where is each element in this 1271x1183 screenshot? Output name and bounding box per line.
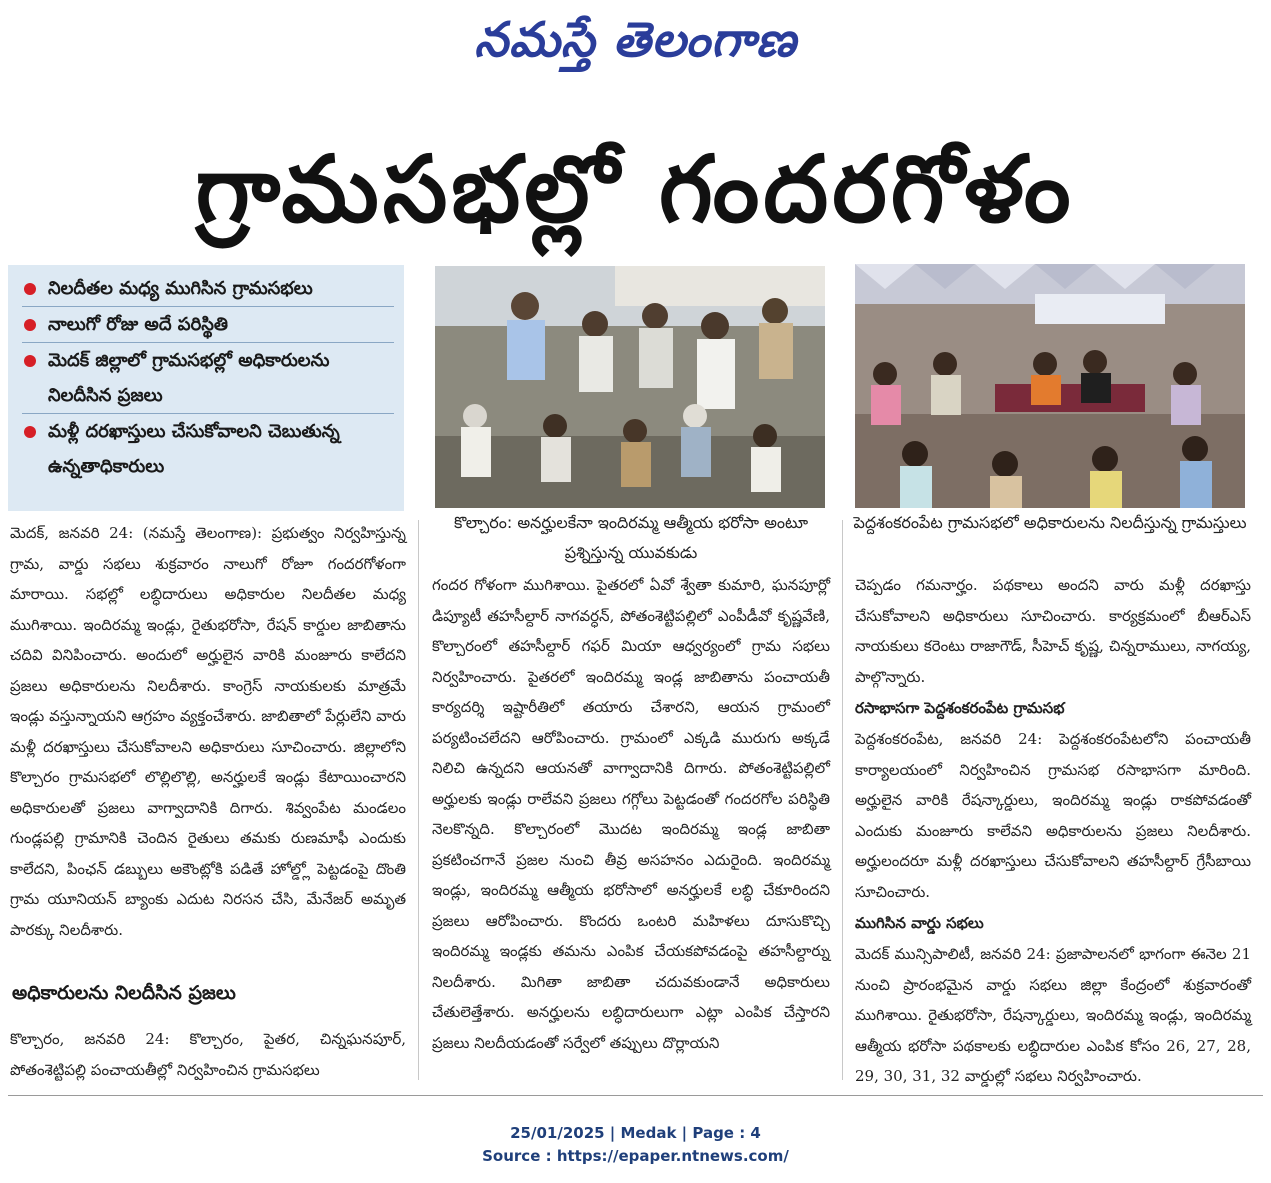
bottom-rule xyxy=(8,1095,1263,1096)
column-1 xyxy=(10,518,406,945)
photo2-caption: పెద్దశంకరంపేట గ్రామసభలో అధికారులను నిలదీస్తున్న గ్రామస్తులు xyxy=(853,513,1247,532)
column-divider xyxy=(842,520,843,1080)
photo-kolcharam xyxy=(435,266,825,508)
column-3 xyxy=(855,570,1251,1092)
highlight-item: నాలుగో రోజు అదే పరిస్థితి xyxy=(22,307,394,343)
highlights-box xyxy=(8,265,404,511)
highlight-item: మళ్లీ దరఖాస్తులు చేసుకోవాలని చెబుతున్న ఉన్నతాధికారులు xyxy=(22,414,394,484)
article-paragraph: పెద్దశంకరంపేట, జనవరి 24: పెద్దశంకరంపేటలోని పంచాయతీ కార్యాలయంలో నిర్వహించిన గ్రామసభ రసాభాసగా మారింది. అర్హులైన వారికి రేషన్కార్డులు, ఇందిరమ్మ ఇండ్లు రాకపోవడంతో ఎందుకు మంజూరు కాలేవని అధికారులను ప్రజలు నిలదీశారు. అర్హులందరూ మళ్లీ దరఖాస్తులు చేసుకోవాలని తహసీల్దార్ గ్రేసీబాయి సూచించారు. xyxy=(855,730,1251,901)
subheading: ముగిసిన వార్డు సభలు xyxy=(855,914,984,932)
highlight-item: నిలదీతల మధ్య ముగిసిన గ్రామసభలు xyxy=(22,271,394,307)
article-paragraph: మెదక్, జనవరి 24: (నమస్తే తెలంగాణ): ప్రభుత్వం నిర్వహిస్తున్న గ్రామ, వార్డు సభలు శుక్రవారం నాలుగో రోజూ గందరగోళంగా మారాయి. సభల్లో లబ్ధిదారులు అధికారుల నిలదీతల మధ్య ముగిశాయి. ఇందిరమ్మ ఇండ్లు, రైతుభరోసా, రేషన్ కార్డుల జాబితాను చదివి వినిపించారు. అందులో అర్హులైన వారికి మంజూరు కాలేదని ప్రజలు అధికారులను నిలదీశారు. కాంగ్రెస్ నాయకులకు మాత్రమే ఇండ్లు వస్తున్నాయని ఆగ్రహం వ్యక్తంచేశారు. జాబితాలో పేర్లులేని వారు మళ్లీ దరఖాస్తులు చేసుకోవాలని అధికారులు సూచించారు. జిల్లాలోని కొల్చారం గ్రామసభలో లొల్లిలొల్లి, అనర్హులకే ఇండ్లు కేటాయించారని అధికారులతో ప్రజలు వాగ్వాదానికి దిగారు. శివ్వంపేట మండలం గుండ్లపల్లి గ్రామానికి చెందిన రైతులు తమకు రుణమాఫీ ఎందుకు కాలేదని, పింఛన్ డబ్బులు అకౌంట్లోకి పడితే హోల్డ్లో పెట్టడంపై దొంతి గ్రామ యూనియన్ బ్యాంకు ఎదుట నిరసన చేసి, మేనేజర్ అమృత పారక్కు నిలదీశారు. xyxy=(10,524,406,939)
footer-source-link[interactable]: Source : https://epaper.ntnews.com/ xyxy=(482,1147,789,1165)
column-divider xyxy=(418,520,419,1080)
highlights-list xyxy=(8,265,404,484)
article-paragraph: కొల్చారం, జనవరి 24: కొల్చారం, పైతర, చిన్నఘనపూర్, పోతంశెట్టిపల్లి పంచాయతీల్లో నిర్వహించిన గ్రామసభలు xyxy=(10,1030,406,1079)
column-2 xyxy=(432,570,830,1058)
article-paragraph: గందర గోళంగా ముగిశాయి. పైతరలో ఏవో శ్వేతా కుమారి, ఘనపూర్లో డిప్యూటీ తహసీల్దార్ నాగవర్ధన్, పోతంశెట్టిపల్లిలో ఎంపీడీవో కృష్ణవేణి, కొల్చారంలో తహసీల్దార్ గఫర్ మియా ఆధ్వర్యంలో గ్రామ సభలు నిర్వహించారు. పైతరలో ఇందిరమ్మ ఇండ్ల జాబితాను పంచాయతీ కార్యదర్శి ఇష్టారీతిలో తయారు చేశారని, ఆయన గ్రామంలో పర్యటించలేదని ఆరోపించారు. గ్రామంలో ఎక్కడి మురుగు అక్కడే నిలిచి ఉన్నదని ఆయనతో వాగ్వాదానికి దిగారు. పోతంశెట్టిపల్లిలో అర్హులకు ఇండ్లు రాలేవని ప్రజలు గగ్గోలు పెట్టడంతో గందరగోల పరిస్థితి నెలకొన్నది. కొల్చారంలో మొదట ఇందిరమ్మ ఇండ్ల జాబితా ప్రకటించగానే ప్రజల నుంచి తీవ్ర అసహనం ఎదురైంది. ఇందిరమ్మ ఇండ్లు, ఇందిరమ్మ ఆత్మీయ భరోసాలో అనర్హులకే లబ్ధి చేకూరిందని ప్రజలు ఆరోపించారు. కొందరు ఒంటరి మహిళలు దూసుకొచ్చి ఇందిరమ్మ ఇండ్లకు తమను ఎంపిక చేయకపోవడంపై తహసీల్దార్ను నిలదీశారు. మిగితా జాబితా చదువకుండానే అధికారులు చేతులెత్తేశారు. అనర్హులను లబ్ధిదారులుగా ఎట్లా ఎంపిక చేస్తారని ప్రజలు నిలదీయడంతో సర్వేలో తప్పులు దొర్లాయని xyxy=(432,576,830,1052)
masthead: నమస్తే తెలంగాణ xyxy=(474,12,797,68)
footer-date-line: 25/01/2025 | Medak | Page : 4 xyxy=(510,1124,761,1142)
column-1-tail xyxy=(10,1024,406,1085)
article-paragraph: చెప్పడం గమనార్హం. పథకాలు అందని వారు మళ్లీ దరఖాస్తు చేసుకోవాలని అధికారులు సూచించారు. కార్యక్రమంలో బీఆర్ఎస్ నాయకులు కరెంటు రాజాగౌడ్, సీహెచ్ కృష్ణ, చిన్నరాములు, నాగయ్య, పాల్గొన్నారు. xyxy=(855,576,1251,686)
photo-peddashankarampet xyxy=(855,264,1245,508)
highlight-item: మెదక్ జిల్లాలో గ్రామసభల్లో అధికారులను నిలదీసిన ప్రజలు xyxy=(22,343,394,414)
article-paragraph: మెదక్ మున్సిపాలిటీ, జనవరి 24: ప్రజాపాలనలో భాగంగా ఈనెల 21 నుంచి ప్రారంభమైన వార్డు సభలు జిల్లా కేంద్రంలో శుక్రవారంతో ముగిశాయి. రైతుభరోసా, రేషన్కార్డులు, ఇందిరమ్మ ఇండ్లు, ఇందిరమ్మ ఆత్మీయ భరోసా పథకాలకు లబ్ధిదారుల ఎంపిక కోసం 26, 27, 28, 29, 30, 31, 32 వార్డుల్లో సభలు నిర్వహించారు. xyxy=(855,945,1251,1085)
subheading: రసాభాసగా పెద్దశంకరంపేట గ్రామసభ xyxy=(855,699,1065,717)
headline: గ్రామసభల్లో గందరగోళం xyxy=(195,136,1075,243)
photo1-caption: కొల్చారం: అనర్హులకేనా ఇందిరమ్మ ఆత్మీయ భరోసా అంటూ ప్రశ్నిస్తున్న యువకుడు xyxy=(453,513,809,562)
subheading: అధికారులను నిలదీసిన ప్రజలు xyxy=(12,982,236,1004)
